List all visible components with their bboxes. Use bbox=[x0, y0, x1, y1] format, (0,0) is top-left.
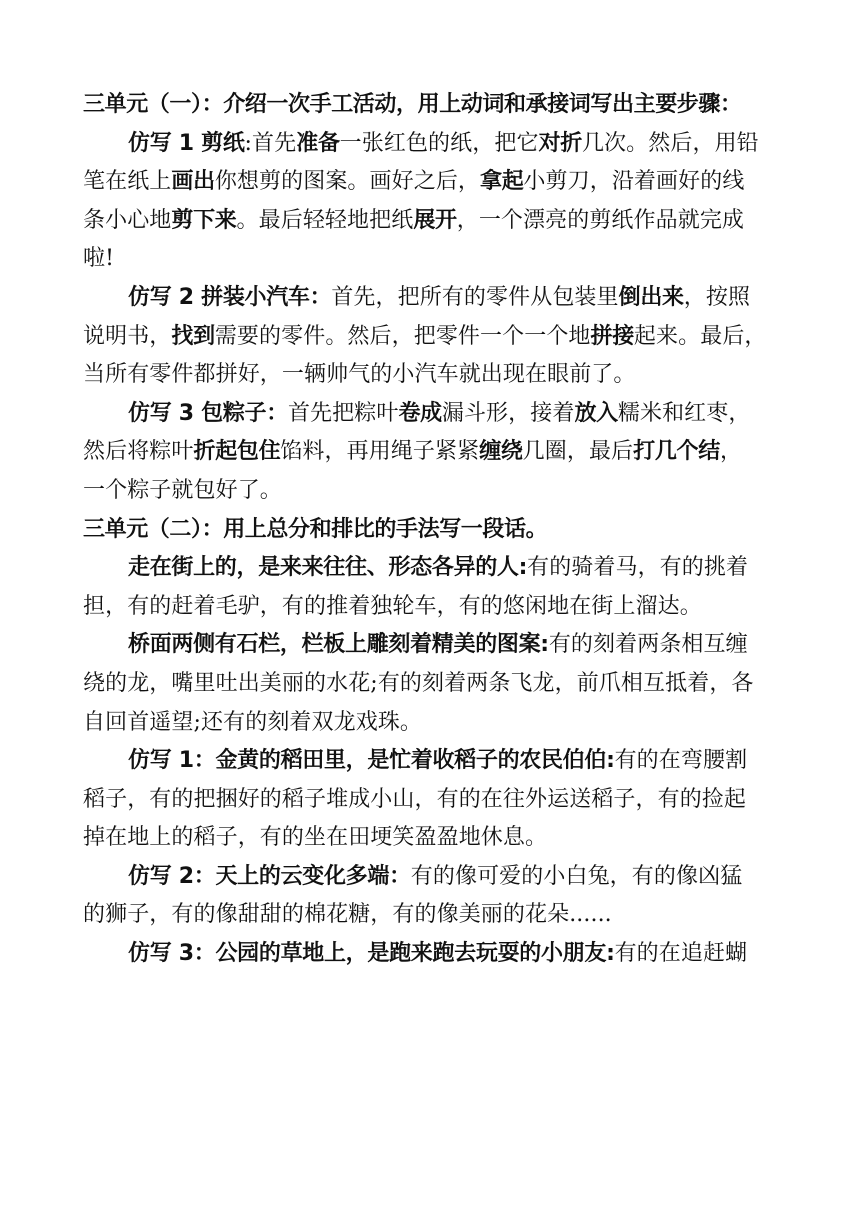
paragraph-toy-car bbox=[83, 279, 783, 395]
text-run: 稻子，有的把捆好的稻子堆成小山，有的在往外运送稻子，有的捡起 bbox=[83, 786, 747, 812]
text-run: 然后将粽叶 bbox=[83, 439, 194, 465]
text-run: 一张红色的纸，把它 bbox=[339, 130, 539, 156]
bold-phrase: 桥面两侧有石栏，栏板上雕刻着精美的图案: bbox=[128, 632, 549, 658]
text-line bbox=[83, 279, 783, 318]
bold-verb: 打几个结 bbox=[633, 439, 720, 465]
text-run: ，按照 bbox=[683, 284, 751, 310]
bold-verb: 折起包住 bbox=[193, 439, 281, 465]
text-run: 担，有的赶着毛驴，有的推着独轮车，有的悠闲地在街上溜达。 bbox=[83, 593, 702, 619]
bold-phrase: 仿写 2 拼装小汽车： bbox=[128, 284, 332, 310]
text-run: 有的在弯腰割 bbox=[614, 748, 748, 774]
text-run: 自回首遥望;还有的刻着双龙戏珠。 bbox=[83, 709, 423, 735]
bold-phrase: 仿写 3 包粽子： bbox=[128, 400, 288, 426]
text-line bbox=[83, 781, 783, 820]
text-run: 几圈，最后 bbox=[522, 439, 634, 465]
text-run: 几次。然后，用铅 bbox=[581, 130, 759, 156]
text-line bbox=[83, 588, 783, 627]
text-run: 有的刻着两条相互缠 bbox=[548, 632, 748, 658]
text-run: 的狮子，有的像甜甜的棉花糖，有的像美丽的花朵...... bbox=[83, 902, 612, 928]
text-run: ， bbox=[719, 439, 743, 465]
paragraph-zongzi bbox=[83, 395, 783, 511]
text-line bbox=[83, 742, 783, 781]
paragraph-park bbox=[83, 935, 783, 974]
text-run: 需要的零件。然后，把零件一个一个地 bbox=[214, 323, 591, 349]
paragraph-clouds bbox=[83, 858, 783, 935]
text-run: 有的像可爱的小白兔，有的像凶猛 bbox=[410, 863, 743, 889]
section1-heading: 三单元（一）：介绍一次手工活动，用上动词和承接词写出主要步骤： bbox=[83, 92, 742, 117]
paragraph-street bbox=[83, 549, 783, 626]
text-run: 说明书， bbox=[83, 323, 172, 349]
text-run: 馅料，再用绳子紧紧 bbox=[280, 439, 480, 465]
bold-verb: 拼接 bbox=[590, 323, 634, 349]
text-line bbox=[83, 202, 783, 241]
text-line bbox=[83, 704, 783, 743]
paragraph-papercut bbox=[83, 125, 783, 279]
text-run: 有的骑着马，有的挑着 bbox=[527, 555, 749, 581]
text-line bbox=[83, 896, 783, 935]
text-line bbox=[83, 858, 783, 897]
text-run: 啦! bbox=[83, 246, 115, 272]
bold-verb: 拿起 bbox=[480, 169, 524, 195]
bold-verb: 缠绕 bbox=[479, 439, 523, 465]
bold-verb: 剪下来 bbox=[171, 207, 237, 233]
text-run: 掉在地上的稻子，有的坐在田埂笑盈盈地休息。 bbox=[83, 825, 548, 851]
bold-verb: 找到 bbox=[171, 323, 215, 349]
bold-phrase: 仿写 2：天上的云变化多端： bbox=[128, 863, 411, 889]
text-line bbox=[83, 819, 783, 858]
bold-phrase: 仿写 3：公园的草地上，是跑来跑去玩耍的小朋友: bbox=[128, 941, 615, 967]
text-run: ，一个漂亮的剪纸作品就完成 bbox=[456, 207, 745, 233]
text-run: 首先把粽叶 bbox=[287, 400, 399, 426]
text-run: 起来。最后， bbox=[633, 323, 767, 349]
text-line bbox=[83, 665, 783, 704]
text-run: 你想剪的图案。画好之后， bbox=[214, 169, 481, 195]
text-line bbox=[83, 626, 783, 665]
text-line bbox=[83, 125, 783, 164]
text-run: 糯米和红枣， bbox=[617, 400, 751, 426]
paragraph-bridge bbox=[83, 626, 783, 742]
bold-verb: 准备 bbox=[296, 130, 340, 156]
text-line bbox=[83, 935, 783, 974]
text-run: 绕的龙，嘴里吐出美丽的水花;有的刻着两条飞龙，前爪相互抵着，各 bbox=[83, 670, 754, 696]
bold-verb: 展开 bbox=[413, 207, 457, 233]
paragraph-rice-field bbox=[83, 742, 783, 858]
text-line bbox=[83, 356, 783, 395]
bold-verb: 对折 bbox=[538, 130, 582, 156]
bold-verb: 放入 bbox=[574, 400, 618, 426]
document-page bbox=[83, 86, 783, 974]
text-run: 漏斗形，接着 bbox=[441, 400, 575, 426]
text-line bbox=[83, 395, 783, 434]
text-run: 条小心地 bbox=[83, 207, 172, 233]
text-run: 首先，把所有的零件从包装里 bbox=[331, 284, 619, 310]
text-line bbox=[83, 240, 783, 279]
text-run: 笔在纸上 bbox=[83, 169, 172, 195]
text-run: 有的在追赶蝴 bbox=[614, 941, 748, 967]
bold-verb: 卷成 bbox=[398, 400, 442, 426]
text-line bbox=[83, 163, 783, 202]
text-line bbox=[83, 549, 783, 588]
text-line bbox=[83, 433, 783, 472]
text-run: :首先 bbox=[244, 130, 297, 156]
text-run: 。最后轻轻地把纸 bbox=[236, 207, 414, 233]
bold-phrase: 走在街上的，是来来往往、形态各异的人: bbox=[128, 555, 528, 581]
text-line bbox=[83, 318, 783, 357]
bold-verb: 倒出来 bbox=[618, 284, 684, 310]
text-run: 一个粽子就包好了。 bbox=[83, 477, 282, 503]
bold-phrase: 仿写 1 剪纸 bbox=[128, 130, 245, 156]
text-line bbox=[83, 472, 783, 511]
bold-phrase: 仿写 1：金黄的稻田里，是忙着收稻子的农民伯伯: bbox=[128, 748, 615, 774]
text-run: 小剪刀，沿着画好的线 bbox=[523, 169, 745, 195]
section2-heading: 三单元（二）：用上总分和排比的手法写一段话。 bbox=[83, 516, 548, 542]
text-run: 当所有零件都拼好，一辆帅气的小汽车就出现在眼前了。 bbox=[83, 362, 636, 388]
bold-verb: 画出 bbox=[171, 169, 215, 195]
